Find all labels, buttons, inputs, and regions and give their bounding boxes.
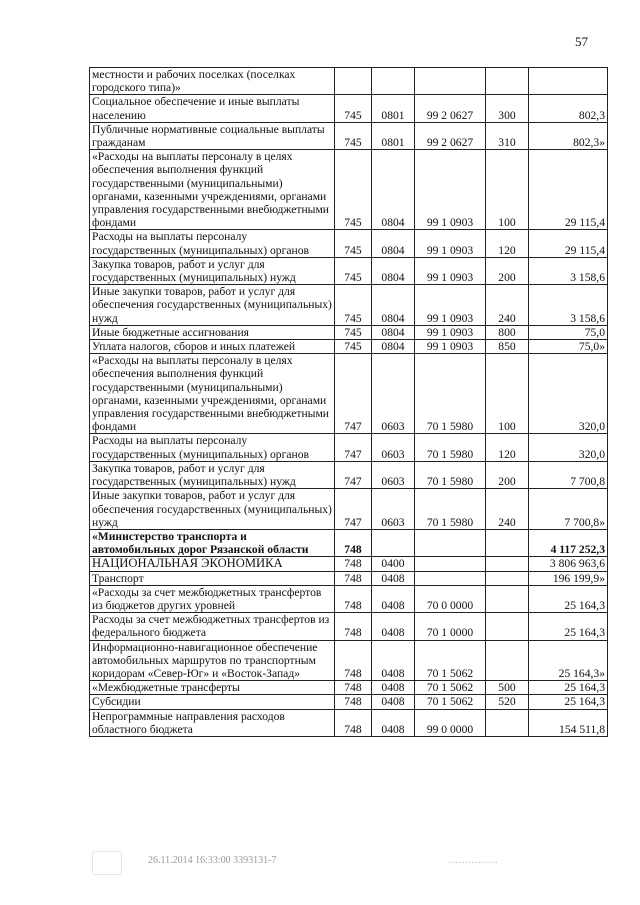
row-section-code: 0804 xyxy=(372,340,415,354)
row-sum: 25 164,3 xyxy=(529,613,608,640)
row-expense-type: 200 xyxy=(486,461,529,488)
row-expense-type xyxy=(486,709,529,736)
row-article-code: 70 1 5062 xyxy=(415,681,486,695)
row-article-code: 99 0 0000 xyxy=(415,709,486,736)
row-section-code: 0603 xyxy=(372,461,415,488)
row-article-code: 70 1 5980 xyxy=(415,461,486,488)
row-expense-type xyxy=(486,529,529,556)
row-org-code: 745 xyxy=(335,150,372,230)
row-section-code: 0408 xyxy=(372,709,415,736)
row-name: Расходы на выплаты персоналу государственных (муниципальных) органов xyxy=(90,230,335,257)
row-name: «Расходы на выплаты персоналу в целях обеспечения выполнения функций государственными (муниципальными) органами, казенными учреждениями, органами управления государственными внебюджетными фондами xyxy=(90,150,335,230)
row-org-code: 745 xyxy=(335,122,372,149)
row-name: Расходы на выплаты персоналу государственных (муниципальных) органов xyxy=(90,434,335,461)
row-org-code: 745 xyxy=(335,325,372,339)
row-expense-type xyxy=(486,571,529,585)
page-number: 57 xyxy=(575,34,588,49)
row-expense-type xyxy=(486,640,529,681)
row-expense-type xyxy=(486,557,529,571)
row-org-code: 745 xyxy=(335,95,372,122)
row-name: «Расходы на выплаты персоналу в целях обеспечения выполнения функций государственными (муниципальными) органами, казенными учреждениями, органами управления государственными внебюджетными фондами xyxy=(90,354,335,434)
row-expense-type: 200 xyxy=(486,257,529,284)
row-name: местности и рабочих поселках (поселках городского типа)» xyxy=(90,68,335,95)
row-org-code: 745 xyxy=(335,285,372,326)
row-expense-type: 100 xyxy=(486,354,529,434)
row-name: «Расходы за счет межбюджетных трансфертов из бюджетов других уровней xyxy=(90,585,335,612)
row-section-code: 0408 xyxy=(372,681,415,695)
row-org-code: 748 xyxy=(335,571,372,585)
row-section-code: 0804 xyxy=(372,230,415,257)
row-article-code: 70 1 5062 xyxy=(415,695,486,709)
row-section-code: 0603 xyxy=(372,434,415,461)
row-article-code: 99 2 0627 xyxy=(415,122,486,149)
table-row xyxy=(90,571,608,585)
row-name: «Межбюджетные трансферты xyxy=(90,681,335,695)
row-name: Уплата налогов, сборов и иных платежей xyxy=(90,340,335,354)
row-sum: 320,0 xyxy=(529,354,608,434)
row-expense-type: 120 xyxy=(486,434,529,461)
table-row xyxy=(90,230,608,257)
table-row xyxy=(90,122,608,149)
row-article-code: 70 1 5980 xyxy=(415,434,486,461)
row-sum: 802,3 xyxy=(529,95,608,122)
row-sum xyxy=(529,68,608,95)
row-expense-type: 500 xyxy=(486,681,529,695)
row-article-code: 70 1 0000 xyxy=(415,613,486,640)
row-name: Закупка товаров, работ и услуг для государственных (муниципальных) нужд xyxy=(90,461,335,488)
row-section-code: 0801 xyxy=(372,122,415,149)
row-article-code xyxy=(415,571,486,585)
row-org-code: 747 xyxy=(335,354,372,434)
table-row xyxy=(90,695,608,709)
row-name: Иные бюджетные ассигнования xyxy=(90,325,335,339)
row-sum: 3 806 963,6 xyxy=(529,557,608,571)
row-section-code: 0603 xyxy=(372,354,415,434)
table-row xyxy=(90,285,608,326)
row-sum: 196 199,9» xyxy=(529,571,608,585)
row-expense-type: 240 xyxy=(486,489,529,530)
row-org-code: 748 xyxy=(335,681,372,695)
row-org-code: 748 xyxy=(335,613,372,640)
footer-timestamp: 26.11.2014 16:33:00 3393131-7 xyxy=(148,855,277,866)
footer-barcode-text: …………… xyxy=(448,855,498,866)
table-row xyxy=(90,709,608,736)
row-name: Социальное обеспечение и иные выплаты населению xyxy=(90,95,335,122)
table-row xyxy=(90,150,608,230)
row-sum: 320,0 xyxy=(529,434,608,461)
row-sum: 29 115,4 xyxy=(529,230,608,257)
row-sum: 25 164,3» xyxy=(529,640,608,681)
row-expense-type: 240 xyxy=(486,285,529,326)
table-row xyxy=(90,95,608,122)
row-sum: 7 700,8» xyxy=(529,489,608,530)
row-name: «Министерство транспорта и автомобильных дорог Рязанской области xyxy=(90,529,335,556)
table-row xyxy=(90,257,608,284)
row-article-code xyxy=(415,529,486,556)
row-org-code: 748 xyxy=(335,695,372,709)
budget-table xyxy=(89,67,608,737)
row-expense-type: 100 xyxy=(486,150,529,230)
row-article-code: 99 2 0627 xyxy=(415,95,486,122)
row-article-code: 70 1 5062 xyxy=(415,640,486,681)
row-org-code: 747 xyxy=(335,434,372,461)
row-name: Иные закупки товаров, работ и услуг для обеспечения государственных (муниципальных) нужд xyxy=(90,285,335,326)
table-row xyxy=(90,354,608,434)
table-row xyxy=(90,613,608,640)
row-expense-type: 520 xyxy=(486,695,529,709)
row-section-code: 0801 xyxy=(372,95,415,122)
scan-stamp-mark xyxy=(92,851,122,875)
row-article-code: 99 1 0903 xyxy=(415,230,486,257)
row-sum: 3 158,6 xyxy=(529,257,608,284)
row-name: Расходы за счет межбюджетных трансфертов из федерального бюджета xyxy=(90,613,335,640)
row-article-code xyxy=(415,68,486,95)
row-article-code: 70 1 5980 xyxy=(415,354,486,434)
row-sum: 25 164,3 xyxy=(529,681,608,695)
row-org-code: 748 xyxy=(335,585,372,612)
row-org-code: 748 xyxy=(335,640,372,681)
table-row xyxy=(90,640,608,681)
row-article-code: 99 1 0903 xyxy=(415,285,486,326)
row-article-code xyxy=(415,557,486,571)
row-expense-type: 850 xyxy=(486,340,529,354)
row-sum: 802,3» xyxy=(529,122,608,149)
row-name: Информационно-навигационное обеспечение автомобильных маршрутов по транспортным коридорам «Север-Юг» и «Восток-Запад» xyxy=(90,640,335,681)
row-section-code: 0400 xyxy=(372,557,415,571)
row-sum: 154 511,8 xyxy=(529,709,608,736)
row-org-code: 747 xyxy=(335,489,372,530)
table-row xyxy=(90,489,608,530)
row-article-code: 70 0 0000 xyxy=(415,585,486,612)
row-sum: 25 164,3 xyxy=(529,695,608,709)
table-row xyxy=(90,340,608,354)
row-section-code: 0408 xyxy=(372,571,415,585)
row-sum: 7 700,8 xyxy=(529,461,608,488)
table-row xyxy=(90,325,608,339)
table-row xyxy=(90,68,608,95)
row-expense-type xyxy=(486,585,529,612)
row-sum: 25 164,3 xyxy=(529,585,608,612)
row-section-code: 0804 xyxy=(372,257,415,284)
row-expense-type: 300 xyxy=(486,95,529,122)
row-section-code: 0603 xyxy=(372,489,415,530)
row-section-code: 0408 xyxy=(372,613,415,640)
row-org-code: 747 xyxy=(335,461,372,488)
row-article-code: 99 1 0903 xyxy=(415,340,486,354)
row-name: Непрограммные направления расходов областного бюджета xyxy=(90,709,335,736)
row-sum: 4 117 252,3 xyxy=(529,529,608,556)
row-name: Транспорт xyxy=(90,571,335,585)
row-article-code: 99 1 0903 xyxy=(415,150,486,230)
row-section-code: 0408 xyxy=(372,640,415,681)
row-sum: 29 115,4 xyxy=(529,150,608,230)
row-section-code: 0408 xyxy=(372,585,415,612)
row-expense-type: 800 xyxy=(486,325,529,339)
row-org-code: 745 xyxy=(335,340,372,354)
row-sum: 3 158,6 xyxy=(529,285,608,326)
row-name: НАЦИОНАЛЬНАЯ ЭКОНОМИКА xyxy=(90,557,335,571)
row-section-code xyxy=(372,529,415,556)
table-row xyxy=(90,529,608,556)
row-org-code xyxy=(335,68,372,95)
row-expense-type xyxy=(486,613,529,640)
table-row xyxy=(90,585,608,612)
row-sum: 75,0» xyxy=(529,340,608,354)
row-name: Публичные нормативные социальные выплаты гражданам xyxy=(90,122,335,149)
row-org-code: 748 xyxy=(335,529,372,556)
budget-table-body xyxy=(90,68,608,737)
row-section-code xyxy=(372,68,415,95)
row-org-code: 748 xyxy=(335,557,372,571)
row-article-code: 99 1 0903 xyxy=(415,257,486,284)
row-section-code: 0408 xyxy=(372,695,415,709)
row-article-code: 99 1 0903 xyxy=(415,325,486,339)
row-org-code: 745 xyxy=(335,230,372,257)
row-section-code: 0804 xyxy=(372,150,415,230)
row-section-code: 0804 xyxy=(372,285,415,326)
table-row xyxy=(90,434,608,461)
row-sum: 75,0 xyxy=(529,325,608,339)
row-org-code: 745 xyxy=(335,257,372,284)
row-name: Иные закупки товаров, работ и услуг для обеспечения государственных (муниципальных) нужд xyxy=(90,489,335,530)
table-row xyxy=(90,681,608,695)
row-name: Закупка товаров, работ и услуг для государственных (муниципальных) нужд xyxy=(90,257,335,284)
row-expense-type: 310 xyxy=(486,122,529,149)
row-expense-type xyxy=(486,68,529,95)
row-org-code: 748 xyxy=(335,709,372,736)
row-expense-type: 120 xyxy=(486,230,529,257)
row-article-code: 70 1 5980 xyxy=(415,489,486,530)
row-section-code: 0804 xyxy=(372,325,415,339)
table-row xyxy=(90,557,608,571)
table-row xyxy=(90,461,608,488)
row-name: Субсидии xyxy=(90,695,335,709)
